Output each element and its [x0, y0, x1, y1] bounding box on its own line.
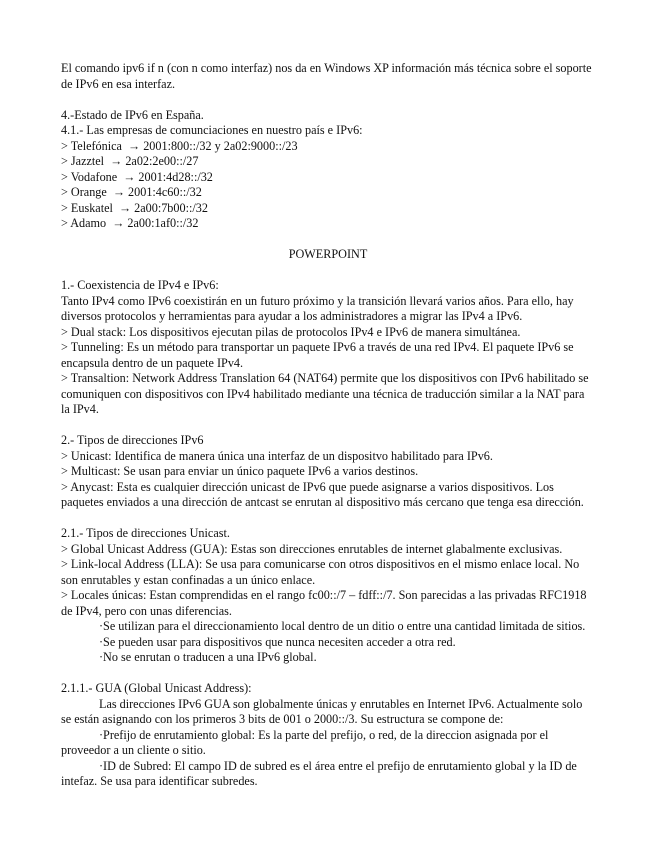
unicast-item: > Locales únicas: Estan comprendidas en el rango fc00::/7 – fdff::/7. Son parecidas a las privadas RFC1918 de IPv4, pero con unas diferencias. — [61, 588, 587, 618]
gua-subitem: ·Prefijo de enrutamiento global: Es la parte del prefijo, o red, de la direccion asignada por el proveedor a un cliente o sitio. — [61, 727, 549, 757]
company-line — [61, 139, 595, 155]
gua-subitem: ·ID de Subred: El campo ID de subred es el área entre el prefijo de enrutamiento global y la ID de intefaz. Se usa para identificar subredes. — [61, 758, 577, 788]
company-prefix: 2001:4d28::/32 — [138, 169, 213, 184]
company-prefix: 2001:4c60::/32 — [128, 185, 202, 199]
unicast-item: > Link-local Address (LLA): Se usa para comunicarse con otros dispositivos en el mismo enlace local. No son enrutables y estan confinadas a un único enlace. — [61, 557, 580, 587]
intro-paragraph: El comando ipv6 if n (con n como interfaz) nos da en Windows XP información más técnica sobre el soporte de IPv6 en esa interfaz. — [61, 61, 592, 91]
arrow-icon: → — [110, 154, 123, 168]
gua-intro: Las direcciones IPv6 GUA son globalmente únicas y enrutables en Internet IPv6. Actualmente solo se están asignando con los primeros 3 bits de 001 o 2000::/3. Su estructura se compone de: — [61, 696, 583, 726]
coexistence-item: > Tunneling: Es un método para transportar un paquete IPv6 a través de una red IPv4. El paquete IPv6 se encapsula dentro de un paquete IPv4. — [61, 340, 574, 370]
company-line — [61, 154, 595, 170]
arrow-icon: → — [123, 169, 136, 184]
types-heading: 2.- Tipos de direcciones IPv6 — [61, 433, 204, 447]
company-prefix: 2001:800::/32 y 2a02:9000::/23 — [143, 138, 298, 153]
spain-subheading: 4.1.- Las empresas de comunciaciones en nuestro país e IPv6: — [61, 123, 363, 137]
arrow-icon: → — [128, 138, 141, 153]
coexistence-item: > Dual stack: Los dispositivos ejecutan pilas de protocolos IPv4 e IPv6 de manera simultánea. — [61, 324, 521, 339]
company-name: > Vodafone — [61, 169, 118, 184]
unicast-subitem: ·No se enrutan o traducen a una IPv6 global. — [99, 650, 317, 664]
unicast-subitem: ·Se pueden usar para dispositivos que nunca necesiten acceder a otra red. — [99, 634, 456, 649]
company-name: > Euskatel — [61, 200, 113, 215]
company-prefix: 2a00:7b00::/32 — [134, 200, 208, 215]
company-prefix: 2a00:1af0::/32 — [127, 216, 199, 230]
company-line — [61, 170, 595, 186]
document-page — [61, 61, 595, 790]
types-item: > Multicast: Se usan para enviar un único paquete IPv6 a varios destinos. — [61, 464, 419, 478]
company-name: > Jazztel — [61, 154, 105, 168]
coexistence-item: > Transaltion: Network Address Translation 64 (NAT64) permite que los dispositivos con IPv6 habilitado se comuniquen con dispositivos con IPv4 habilitado mediante una técnica de traducción similar a la NAT para la IPv4. — [61, 371, 589, 416]
unicast-item: > Global Unicast Address (GUA): Estas son direcciones enrutables de internet glabalmente exclusivas. — [61, 541, 563, 556]
types-item: > Unicast: Identifica de manera única una interfaz de un dispositvo habilitado para IPv6. — [61, 448, 493, 463]
types-item: > Anycast: Esta es cualquier dirección unicast de IPv6 que puede asignarse a varios dispositivos. Los paquetes enviados a una dirección de antcast se enrutan al dispositivo más cercano que tenga esa dirección. — [61, 479, 584, 509]
arrow-icon: → — [112, 216, 125, 230]
arrow-icon: → — [112, 185, 126, 199]
company-line — [61, 216, 595, 232]
unicast-heading: 2.1.- Tipos de direcciones Unicast. — [61, 526, 230, 540]
company-name: > Adamo — [61, 216, 107, 230]
company-name: > Telefónica — [61, 138, 122, 153]
coexistence-heading: 1.- Coexistencia de IPv4 e IPv6: — [61, 278, 219, 292]
company-line — [61, 185, 595, 201]
company-prefix: 2a02:2e00::/27 — [125, 154, 199, 168]
unicast-subitem: ·Se utilizan para el direccionamiento local dentro de un ditio o entre una cantidad limitada de sitios. — [99, 619, 586, 633]
spain-heading: 4.-Estado de IPv6 en España. — [61, 107, 204, 122]
powerpoint-title: POWERPOINT — [288, 247, 368, 261]
arrow-icon: → — [118, 200, 132, 215]
coexistence-intro: Tanto IPv4 como IPv6 coexistirán en un futuro próximo y la transición llevará varios años. Para ello, hay diversos protocolos y herramientas para ayudar a los administradores a migrar las IPv4 a IPv6. — [61, 293, 574, 323]
company-line — [61, 201, 595, 217]
company-name: > Orange — [61, 185, 107, 199]
gua-heading: 2.1.1.- GUA (Global Unicast Address): — [61, 681, 252, 695]
